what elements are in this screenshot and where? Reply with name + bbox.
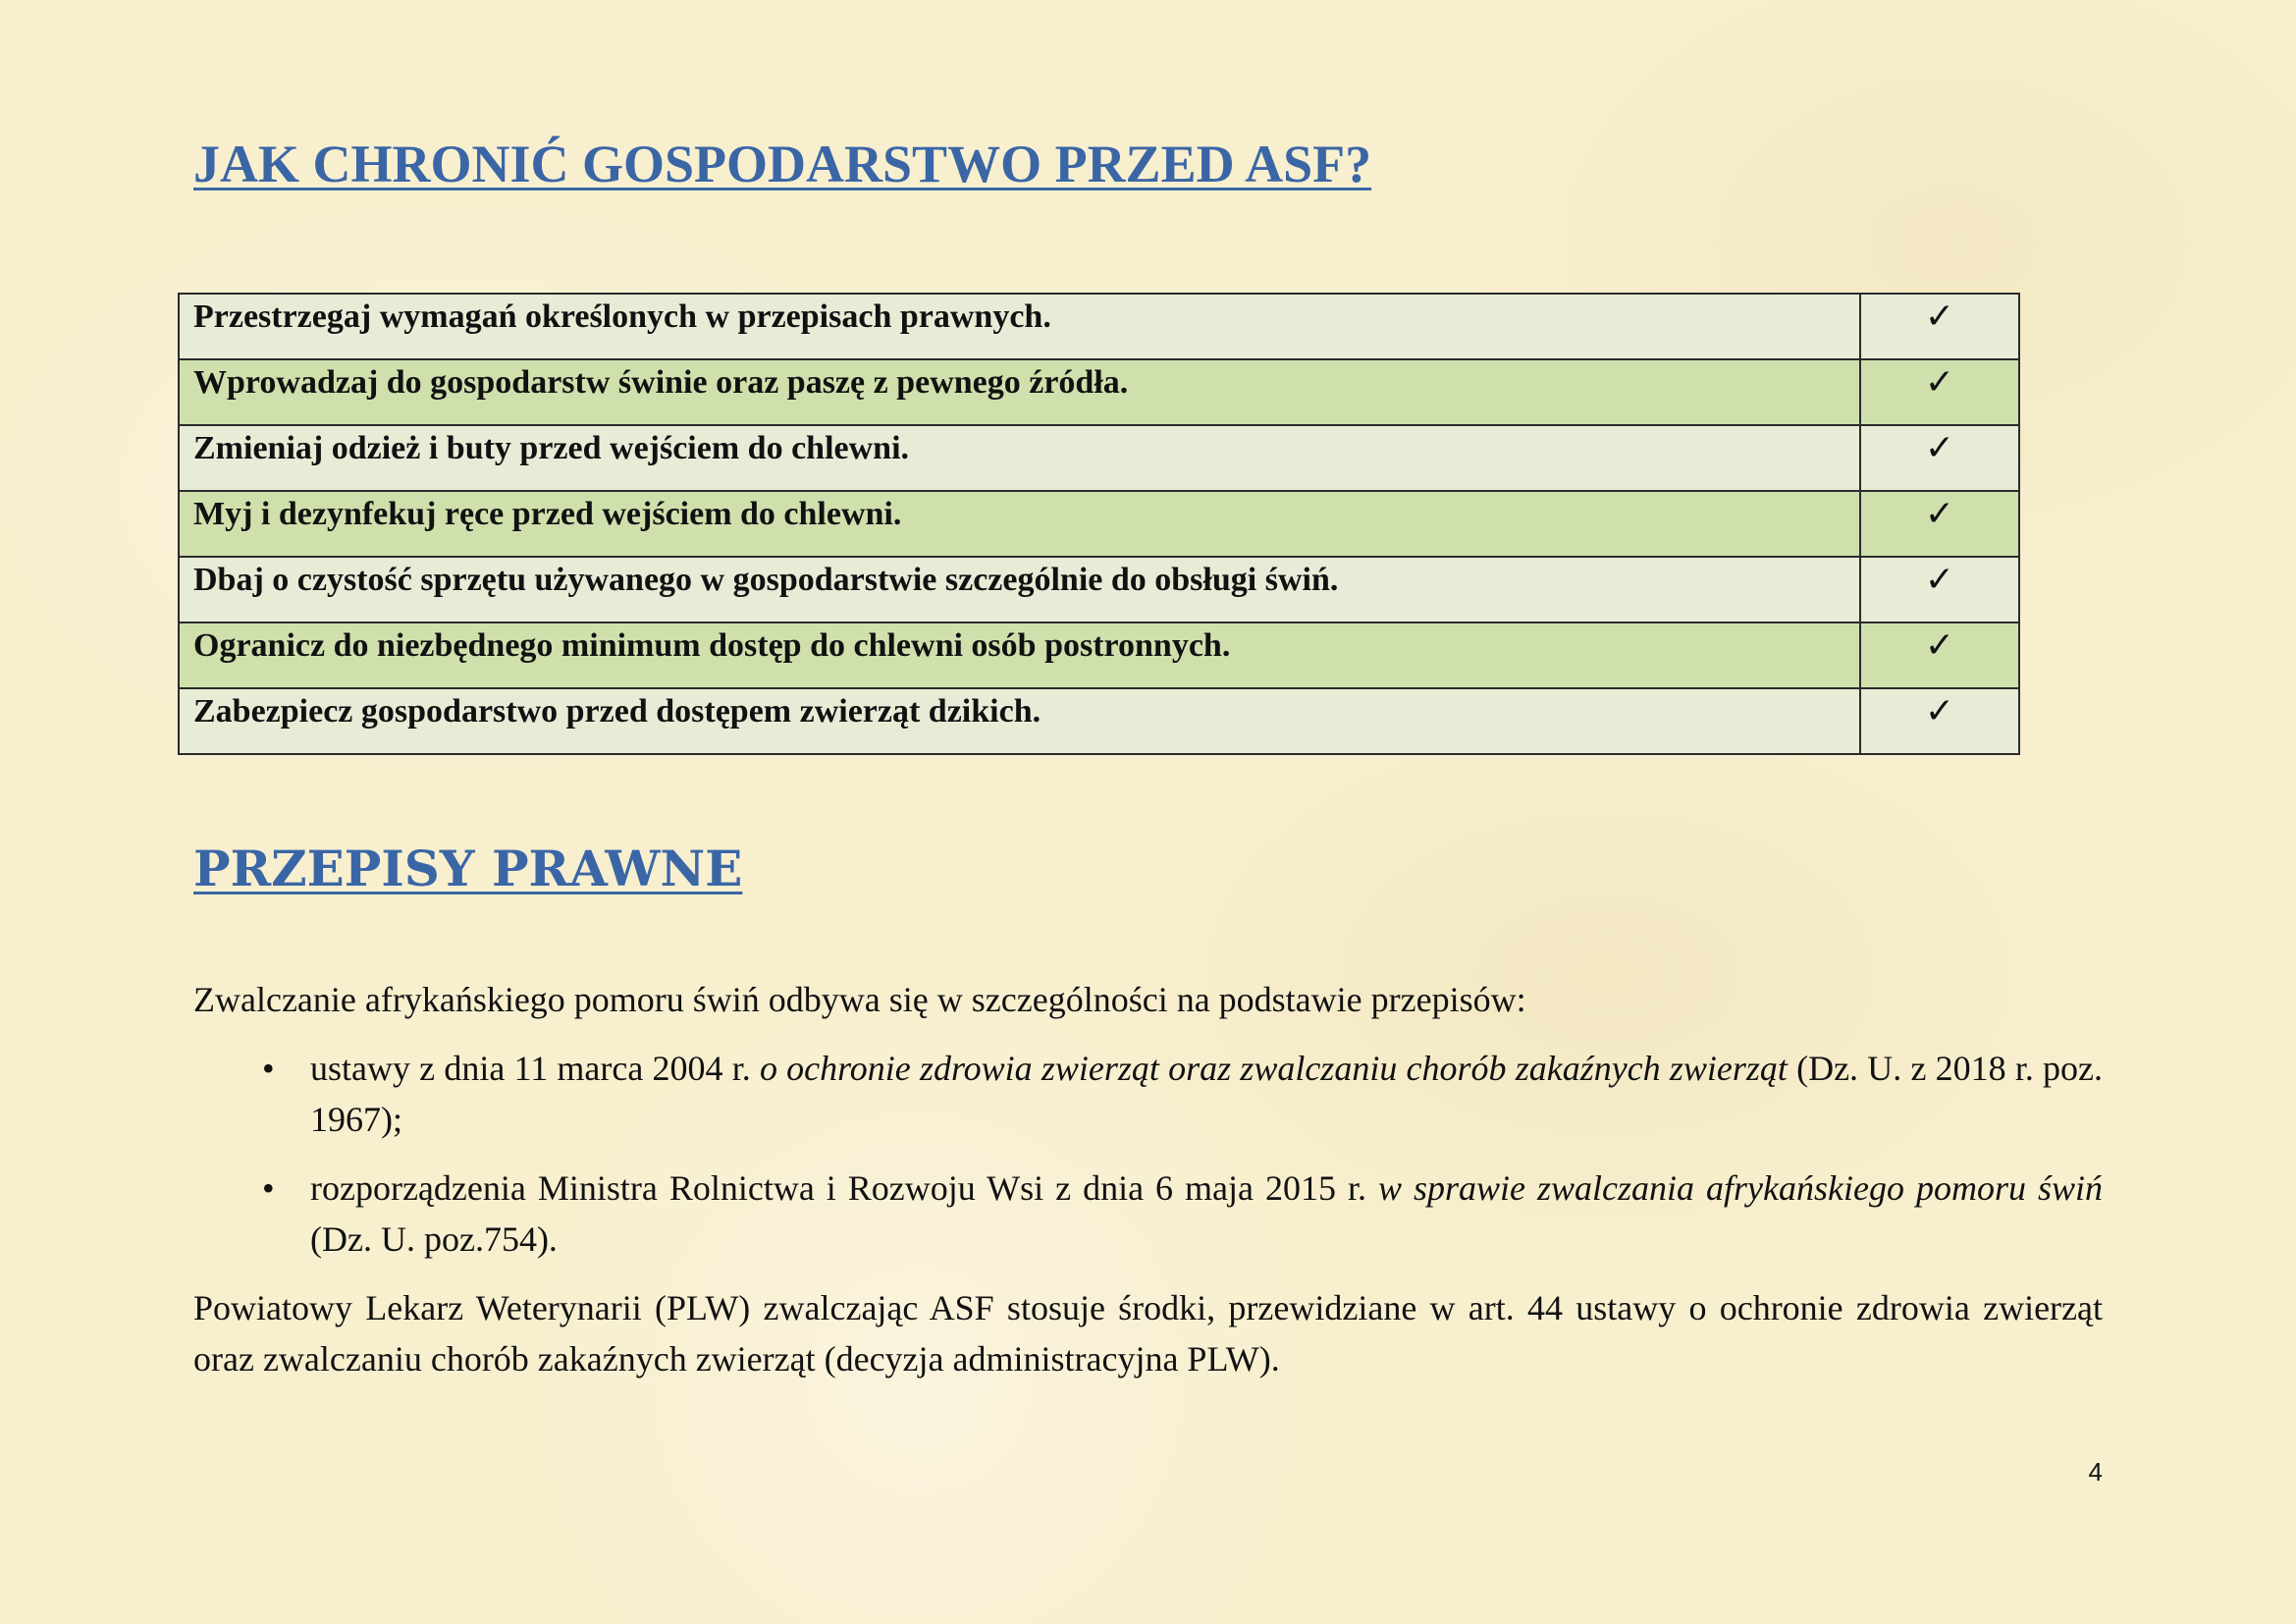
law-title: o ochronie zdrowia zwierząt oraz zwalczaniu chorób zakaźnych zwierząt bbox=[759, 1049, 1788, 1088]
checkmark-icon: ✓ bbox=[1860, 557, 2019, 623]
checklist-item-text: Dbaj o czystość sprzętu używanego w gospodarstwie szczególnie do obsługi świń. bbox=[179, 557, 1860, 623]
checklist-row bbox=[179, 491, 2019, 557]
law-list-item bbox=[193, 1043, 2103, 1145]
checklist-row bbox=[179, 359, 2019, 425]
law-intro-paragraph: Zwalczanie afrykańskiego pomoru świń odbywa się w szczególności na podstawie przepisów: bbox=[193, 980, 1526, 1019]
checklist-item-text: Zmieniaj odzież i buty przed wejściem do chlewni. bbox=[179, 425, 1860, 491]
checkmark-icon: ✓ bbox=[1860, 294, 2019, 359]
main-heading: JAK CHRONIĆ GOSPODARSTWO PRZED ASF? bbox=[193, 135, 1372, 193]
law-list-item bbox=[193, 1163, 2103, 1265]
checklist-item-text: Przestrzegaj wymagań określonych w przepisach prawnych. bbox=[179, 294, 1860, 359]
checkmark-icon: ✓ bbox=[1860, 623, 2019, 688]
checkmark-icon: ✓ bbox=[1860, 688, 2019, 754]
bullet-icon: • bbox=[262, 1049, 275, 1088]
checklist-item-text: Ogranicz do niezbędnego minimum dostęp do chlewni osób postronnych. bbox=[179, 623, 1860, 688]
law-prefix: ustawy z dnia 11 marca 2004 r. bbox=[310, 1049, 760, 1088]
checklist-item-text: Wprowadzaj do gospodarstw świnie oraz paszę z pewnego źródła. bbox=[179, 359, 1860, 425]
bullet-icon: • bbox=[262, 1168, 275, 1208]
checkmark-icon: ✓ bbox=[1860, 491, 2019, 557]
checklist-row bbox=[179, 688, 2019, 754]
page-number: 4 bbox=[2088, 1457, 2103, 1487]
biosecurity-checklist bbox=[178, 293, 2020, 755]
plw-paragraph: Powiatowy Lekarz Weterynarii (PLW) zwalczając ASF stosuje środki, przewidziane w art. 44 ustawy o ochronie zdrowia zwierząt oraz zwalczaniu chorób zakaźnych zwierząt (decyzja administracyjna PLW). bbox=[193, 1288, 2103, 1379]
checklist-row bbox=[179, 294, 2019, 359]
checklist-item-text: Myj i dezynfekuj ręce przed wejściem do chlewni. bbox=[179, 491, 1860, 557]
checklist-item-text: Zabezpiecz gospodarstwo przed dostępem zwierząt dzikich. bbox=[179, 688, 1860, 754]
law-suffix: (Dz. U. poz.754). bbox=[310, 1219, 558, 1259]
checklist-row bbox=[179, 425, 2019, 491]
law-list bbox=[193, 1043, 2103, 1282]
law-title: w sprawie zwalczania afrykańskiego pomoru świń bbox=[1378, 1168, 2103, 1208]
law-section-heading: PRZEPISY PRAWNE bbox=[193, 839, 743, 897]
checkmark-icon: ✓ bbox=[1860, 359, 2019, 425]
checkmark-icon: ✓ bbox=[1860, 425, 2019, 491]
checklist-row bbox=[179, 623, 2019, 688]
law-prefix: rozporządzenia Ministra Rolnictwa i Rozwoju Wsi z dnia 6 maja 2015 r. bbox=[310, 1168, 1379, 1208]
law-suffix: (Dz. U. z 2018 r. poz. 1967); bbox=[310, 1049, 2104, 1139]
checklist-row bbox=[179, 557, 2019, 623]
